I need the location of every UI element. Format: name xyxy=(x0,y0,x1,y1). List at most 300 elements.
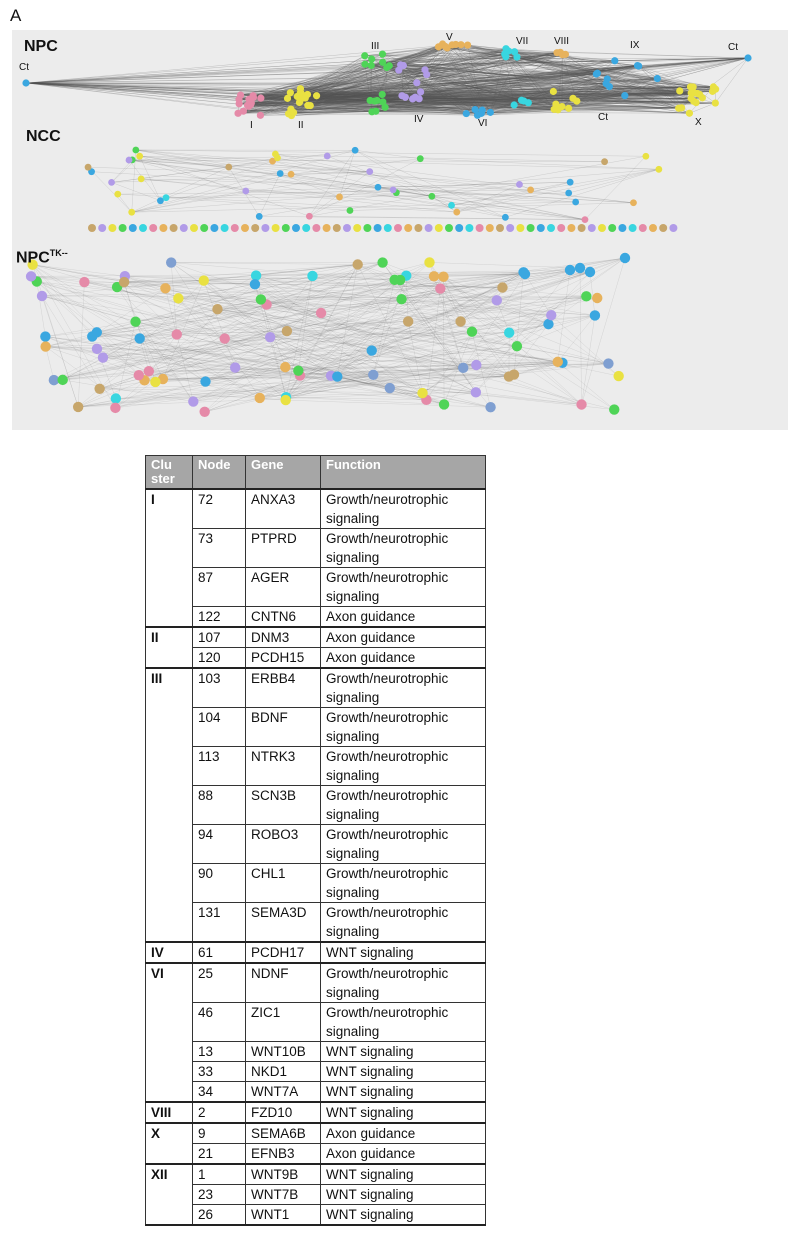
network-node xyxy=(609,404,619,414)
network-node xyxy=(504,371,514,381)
network-node xyxy=(550,88,557,95)
network-node xyxy=(282,326,292,336)
node-cell: 107 xyxy=(193,627,246,648)
table-row xyxy=(146,529,486,568)
network-node xyxy=(516,181,523,188)
table-row xyxy=(146,1003,486,1042)
network-node xyxy=(324,153,331,160)
network-node xyxy=(487,109,494,116)
network-node xyxy=(412,94,419,101)
network-node xyxy=(565,265,575,275)
network-node xyxy=(240,108,247,115)
network-node xyxy=(307,271,317,281)
header-gene: Gene xyxy=(246,456,321,490)
network-node xyxy=(464,41,471,48)
table-row xyxy=(146,1102,486,1123)
node-cell: 103 xyxy=(193,668,246,708)
network-edge xyxy=(457,182,570,212)
cluster-cell xyxy=(146,1082,193,1103)
node-cell: 131 xyxy=(193,903,246,943)
network-node xyxy=(486,224,494,232)
network-node xyxy=(250,279,260,289)
network-edge xyxy=(42,296,136,322)
network-edge xyxy=(54,276,434,380)
network-node xyxy=(395,275,405,285)
network-node xyxy=(573,97,580,104)
gene-cell: WNT7B xyxy=(246,1185,321,1205)
function-cell: Growth/neurotrophic signaling xyxy=(321,864,486,903)
network-graph xyxy=(0,0,796,440)
network-edge xyxy=(339,193,568,197)
network-node xyxy=(686,110,693,117)
function-cell: Growth/neurotrophic signaling xyxy=(321,747,486,786)
network-node xyxy=(212,304,222,314)
network-node xyxy=(581,291,591,301)
network-node xyxy=(368,370,378,380)
network-node xyxy=(516,224,524,232)
network-node xyxy=(88,224,96,232)
network-node xyxy=(352,147,359,154)
cluster-cell xyxy=(146,1185,193,1205)
network-node xyxy=(166,257,176,267)
gene-cell: WNT1 xyxy=(246,1205,321,1226)
gene-cell: SEMA6B xyxy=(246,1123,321,1144)
network-node xyxy=(621,92,628,99)
network-edge xyxy=(558,270,570,362)
network-node xyxy=(343,224,351,232)
cluster-cell xyxy=(146,1042,193,1062)
network-node xyxy=(114,191,121,198)
network-node xyxy=(572,199,579,206)
network-node xyxy=(457,41,464,48)
table-row xyxy=(146,1082,486,1103)
node-cell: 1 xyxy=(193,1164,246,1185)
node-cell: 104 xyxy=(193,708,246,747)
network-node xyxy=(108,224,116,232)
network-node xyxy=(313,92,320,99)
gene-cell: DNM3 xyxy=(246,627,321,648)
network-edge xyxy=(443,277,444,405)
gene-cell: WNT9B xyxy=(246,1164,321,1185)
node-cell: 61 xyxy=(193,942,246,963)
network-node xyxy=(333,224,341,232)
network-edge xyxy=(443,277,581,405)
function-cell: Growth/neurotrophic signaling xyxy=(321,668,486,708)
network-node xyxy=(200,224,208,232)
network-node xyxy=(394,224,402,232)
node-cell: 13 xyxy=(193,1042,246,1062)
network-node xyxy=(558,103,565,110)
cluster-cell xyxy=(146,1205,193,1226)
network-node xyxy=(417,88,424,95)
header-function: Function xyxy=(321,456,486,490)
network-node xyxy=(402,94,409,101)
network-node xyxy=(578,224,586,232)
network-node xyxy=(435,224,443,232)
network-node xyxy=(611,57,618,64)
network-edge xyxy=(204,281,444,405)
cluster-cell xyxy=(146,864,193,903)
network-node xyxy=(492,295,502,305)
network-node xyxy=(435,283,445,293)
gene-cell: PCDH17 xyxy=(246,942,321,963)
node-cell: 34 xyxy=(193,1082,246,1103)
table-row xyxy=(146,1042,486,1062)
network-edge xyxy=(100,375,139,389)
network-node xyxy=(620,253,630,263)
gene-cell: AGER xyxy=(246,568,321,607)
node-cell: 113 xyxy=(193,747,246,786)
cluster-label-1: I xyxy=(250,120,253,131)
network-edge xyxy=(423,392,476,393)
gene-cell: ERBB4 xyxy=(246,668,321,708)
network-node xyxy=(557,224,565,232)
network-edge xyxy=(132,191,246,212)
cluster-label-7: VII xyxy=(516,36,529,47)
network-node xyxy=(361,52,368,59)
network-node xyxy=(575,263,585,273)
network-node xyxy=(173,293,183,303)
network-node xyxy=(134,370,144,380)
node-cell: 9 xyxy=(193,1123,246,1144)
gene-cell: NDNF xyxy=(246,963,321,1003)
function-cell: Growth/neurotrophic signaling xyxy=(321,568,486,607)
function-cell: Growth/neurotrophic signaling xyxy=(321,1003,486,1042)
network-figure xyxy=(0,0,796,440)
network-node xyxy=(511,101,518,108)
network-node xyxy=(537,224,545,232)
function-cell: Growth/neurotrophic signaling xyxy=(321,529,486,568)
table-row xyxy=(146,607,486,628)
network-node xyxy=(280,395,290,405)
network-node xyxy=(199,407,209,417)
network-node xyxy=(582,216,589,223)
network-node xyxy=(497,282,507,292)
network-node xyxy=(22,79,29,86)
network-node xyxy=(119,224,127,232)
network-edge xyxy=(490,112,689,113)
network-node xyxy=(386,62,393,69)
network-node xyxy=(79,277,89,287)
network-node xyxy=(236,100,243,107)
network-node xyxy=(73,402,83,412)
network-node xyxy=(414,224,422,232)
network-edge xyxy=(286,397,426,400)
network-edge xyxy=(124,282,135,322)
gene-function-table xyxy=(145,455,486,1226)
cluster-cell xyxy=(146,825,193,864)
network-node xyxy=(696,91,703,98)
network-node xyxy=(712,99,719,106)
network-edge xyxy=(140,156,370,171)
network-node xyxy=(368,62,375,69)
network-node xyxy=(256,294,266,304)
gene-cell: BDNF xyxy=(246,708,321,747)
network-node xyxy=(413,79,420,86)
function-cell: Axon guidance xyxy=(321,648,486,669)
node-cell: 88 xyxy=(193,786,246,825)
network-node xyxy=(172,329,182,339)
gene-cell: WNT7A xyxy=(246,1082,321,1103)
cluster-label-3: III xyxy=(371,41,380,52)
network-node xyxy=(629,224,637,232)
network-node xyxy=(692,99,699,106)
function-cell: WNT signaling xyxy=(321,1164,486,1185)
network-node xyxy=(332,371,342,381)
function-cell: WNT signaling xyxy=(321,942,486,963)
node-cell: 72 xyxy=(193,489,246,529)
network-node xyxy=(642,153,649,160)
gene-cell: WNT10B xyxy=(246,1042,321,1062)
network-node xyxy=(553,49,560,56)
network-node xyxy=(598,224,606,232)
network-edge xyxy=(582,258,625,404)
network-node xyxy=(592,293,602,303)
table-row xyxy=(146,1062,486,1082)
network-node xyxy=(119,277,129,287)
network-node xyxy=(377,257,387,267)
network-node xyxy=(375,184,382,191)
network-node xyxy=(288,171,295,178)
network-node xyxy=(94,384,104,394)
network-node xyxy=(504,328,514,338)
cluster-cell xyxy=(146,747,193,786)
network-edge xyxy=(585,156,646,219)
network-node xyxy=(425,224,433,232)
network-node xyxy=(379,98,386,105)
network-node xyxy=(26,271,36,281)
network-node xyxy=(110,403,120,413)
function-cell: WNT signaling xyxy=(321,1205,486,1226)
gene-cell: NKD1 xyxy=(246,1062,321,1082)
network-node xyxy=(251,270,261,280)
network-node xyxy=(525,99,532,106)
network-node xyxy=(306,213,313,220)
ct-label-left: Ct xyxy=(19,62,29,73)
function-cell: WNT signaling xyxy=(321,1062,486,1082)
function-cell: Axon guidance xyxy=(321,627,486,648)
cluster-cell: X xyxy=(146,1123,193,1144)
cluster-cell xyxy=(146,1062,193,1082)
network-node xyxy=(132,147,139,154)
cluster-cell xyxy=(146,903,193,943)
cluster-cell: III xyxy=(146,668,193,708)
network-node xyxy=(199,275,209,285)
network-node xyxy=(242,188,249,195)
cluster-label-9: IX xyxy=(630,40,640,51)
cluster-label-8: VIII xyxy=(554,36,570,47)
network-node xyxy=(467,327,477,337)
gene-cell: SCN3B xyxy=(246,786,321,825)
table-row xyxy=(146,1185,486,1205)
network-node xyxy=(111,393,121,403)
node-cell: 33 xyxy=(193,1062,246,1082)
network-node xyxy=(163,194,170,201)
npc-tk-text: NPC xyxy=(16,249,50,267)
network-edge xyxy=(37,281,374,374)
ct-label-mid: Ct xyxy=(598,112,608,123)
network-node xyxy=(188,396,198,406)
function-cell: WNT signaling xyxy=(321,1082,486,1103)
network-node xyxy=(453,209,460,216)
network-node xyxy=(347,207,354,214)
network-node xyxy=(424,257,434,267)
network-node xyxy=(649,224,657,232)
cluster-cell xyxy=(146,607,193,628)
network-node xyxy=(744,54,751,61)
network-node xyxy=(272,224,280,232)
network-node xyxy=(471,387,481,397)
network-node xyxy=(290,109,297,116)
gene-cell: SEMA3D xyxy=(246,903,321,943)
network-edge xyxy=(429,262,580,268)
network-node xyxy=(385,383,395,393)
network-node xyxy=(304,102,311,109)
network-node xyxy=(576,399,586,409)
network-node xyxy=(688,89,695,96)
table-row xyxy=(146,708,486,747)
cluster-label-2: II xyxy=(298,120,304,131)
table-row xyxy=(146,903,486,943)
panel-label: A xyxy=(10,6,22,25)
network-node xyxy=(630,199,637,206)
network-edge xyxy=(37,281,46,336)
network-node xyxy=(367,345,377,355)
node-cell: 26 xyxy=(193,1205,246,1226)
network-edge xyxy=(42,296,78,407)
network-node xyxy=(40,331,50,341)
network-edge xyxy=(582,315,595,404)
function-cell: Growth/neurotrophic signaling xyxy=(321,708,486,747)
function-cell: Axon guidance xyxy=(321,607,486,628)
cluster-cell xyxy=(146,1144,193,1165)
network-node xyxy=(547,224,555,232)
network-node xyxy=(678,104,685,111)
network-edge xyxy=(136,150,646,156)
node-cell: 120 xyxy=(193,648,246,669)
network-node xyxy=(200,376,210,386)
network-node xyxy=(384,224,392,232)
npc-tk-label xyxy=(16,248,68,267)
network-node xyxy=(445,224,453,232)
node-cell: 90 xyxy=(193,864,246,903)
function-cell: Growth/neurotrophic signaling xyxy=(321,825,486,864)
network-node xyxy=(130,317,140,327)
network-node xyxy=(98,224,106,232)
network-edge xyxy=(118,194,132,212)
network-node xyxy=(379,91,386,98)
function-cell: Growth/neurotrophic signaling xyxy=(321,489,486,529)
network-edge xyxy=(78,276,406,407)
table-row xyxy=(146,1123,486,1144)
network-node xyxy=(277,170,284,177)
network-node xyxy=(265,332,275,342)
network-node xyxy=(37,291,47,301)
network-node xyxy=(635,62,642,69)
network-node xyxy=(144,366,154,376)
function-cell: WNT signaling xyxy=(321,1042,486,1062)
network-node xyxy=(250,94,257,101)
network-node xyxy=(284,95,291,102)
network-node xyxy=(512,341,522,351)
table-row xyxy=(146,489,486,529)
network-node xyxy=(251,224,259,232)
network-node xyxy=(282,224,290,232)
network-edge xyxy=(457,169,659,212)
network-node xyxy=(527,224,535,232)
node-cell: 2 xyxy=(193,1102,246,1123)
network-node xyxy=(247,101,254,108)
network-node xyxy=(40,341,50,351)
npc-tk-superscript: TK-- xyxy=(49,248,68,258)
network-node xyxy=(396,294,406,304)
network-node xyxy=(613,371,623,381)
table-row xyxy=(146,825,486,864)
network-node xyxy=(588,224,596,232)
network-edge xyxy=(171,263,357,265)
network-node xyxy=(180,224,188,232)
gene-cell: ANXA3 xyxy=(246,489,321,529)
network-node xyxy=(546,310,556,320)
cluster-cell: VI xyxy=(146,963,193,1003)
network-node xyxy=(471,360,481,370)
network-node xyxy=(129,224,137,232)
network-edge xyxy=(100,389,423,393)
network-node xyxy=(565,105,572,112)
network-edge xyxy=(112,172,370,183)
table-row xyxy=(146,1164,486,1185)
network-node xyxy=(368,55,375,62)
table-body xyxy=(146,489,486,1225)
network-node xyxy=(403,316,413,326)
network-edge xyxy=(580,268,582,404)
function-cell: Growth/neurotrophic signaling xyxy=(321,963,486,1003)
node-cell: 87 xyxy=(193,568,246,607)
network-node xyxy=(149,224,157,232)
network-node xyxy=(210,224,218,232)
network-node xyxy=(476,224,484,232)
network-node xyxy=(225,164,232,171)
network-node xyxy=(455,224,463,232)
network-node xyxy=(160,283,170,293)
network-node xyxy=(513,53,520,60)
network-node xyxy=(438,272,448,282)
network-node xyxy=(472,106,479,113)
function-cell: Axon guidance xyxy=(321,1123,486,1144)
table-row xyxy=(146,668,486,708)
network-edge xyxy=(337,277,443,377)
network-node xyxy=(138,175,145,182)
node-cell: 21 xyxy=(193,1144,246,1165)
node-cell: 73 xyxy=(193,529,246,568)
network-node xyxy=(261,224,269,232)
network-node xyxy=(379,51,386,58)
network-node xyxy=(274,154,281,161)
cluster-cell: II xyxy=(146,627,193,648)
network-node xyxy=(710,83,717,90)
table-row xyxy=(146,864,486,903)
ct-label-right: Ct xyxy=(728,42,738,53)
network-edge xyxy=(560,52,748,58)
network-node xyxy=(292,224,300,232)
network-node xyxy=(463,110,470,117)
function-cell: Growth/neurotrophic signaling xyxy=(321,903,486,943)
network-node xyxy=(237,92,244,99)
network-node xyxy=(606,83,613,90)
table-row xyxy=(146,963,486,1003)
cluster-cell xyxy=(146,1003,193,1042)
network-edge xyxy=(166,198,350,211)
